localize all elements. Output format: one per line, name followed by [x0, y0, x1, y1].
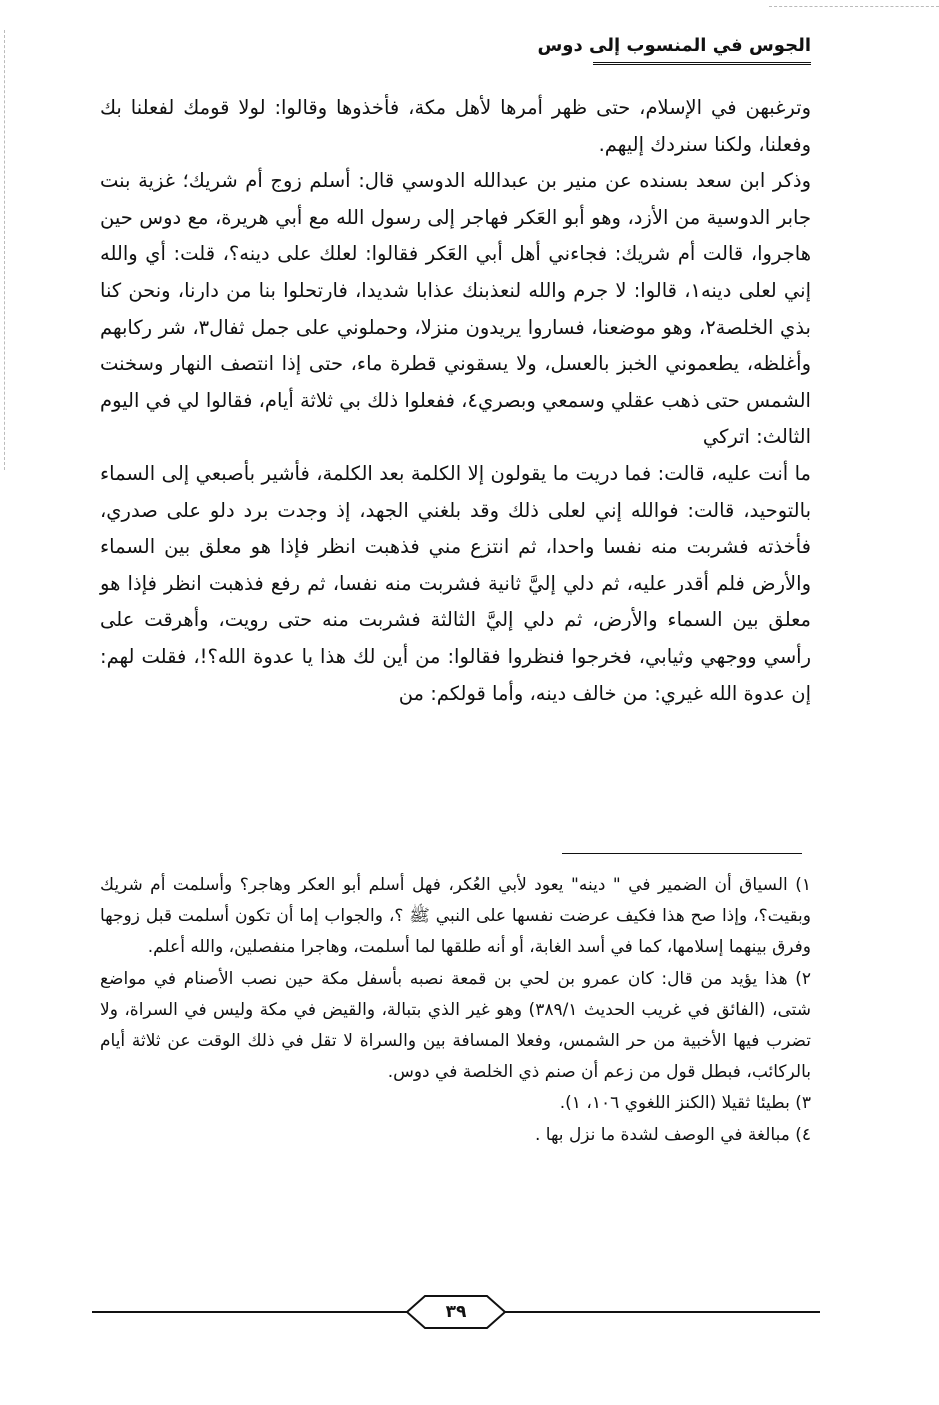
paragraph: ما أنت عليه، قالت: فما دريت ما يقولون إلا الكلمة بعد الكلمة، فأشير بأصبعي إلى السماء بالتوحيد، قالت: فوالله إني لعلى ذلك وقد بلغني الجهد، إذ وجدت برد دلو على صدري، فأخذته فشربت منه نفسا واحدا، ثم انتزع مني فذهبت انظر فإذا هو معلق بين السماء والأرض فلم أقدر عليه، ثم دلي إليَّ ثانية فشربت منه نفسا، ثم رفع فذهبت انظر فإذا هو معلق بين السماء والأرض، ثم دلي إليَّ الثالثة فشربت منه حتى رويت، وأهرقت على رأسي ووجهي وثيابي، فخرجوا فنظروا فقالوا: من أين لك هذا يا عدوة الله؟!، فقلت لهم: إن عدوة الله غيري: من خالف دينه، وأما قولكم: من — [100, 461, 811, 705]
footnote: ٣) بطيئا ثقيلا (الكنز اللغوي ١٠٦، ١). — [559, 1093, 811, 1114]
page-number: ٣٩ — [445, 1302, 467, 1322]
footnote-separator — [562, 853, 802, 854]
scan-edge-mark — [769, 6, 939, 7]
main-text — [100, 90, 811, 712]
running-title: الجوس في المنسوب إلى دوس — [537, 35, 811, 56]
page-footer — [92, 1294, 820, 1334]
footnotes — [100, 870, 811, 1151]
paragraph: وترغبهن في الإسلام، حتى ظهر أمرها لأهل مكة، فأخذوها وقالوا: لولا قومك لفعلنا بك وفعلنا، ولكنا سنردك إليهم. — [100, 96, 811, 156]
scan-margin-mark — [4, 30, 7, 470]
footnote: ٤) مبالغة في الوصف لشدة ما نزل بها . — [534, 1124, 811, 1145]
paragraph: وذكر ابن سعد بسنده عن منير بن عبدالله الدوسي قال: أسلم زوج أم شريك؛ غزية بنت جابر الدوسية من الأزد، وهو أبو العَكر فهاجر إلى رسول الله مع أبي هريرة، مع دوس حين هاجروا، قالت أم شريك: فجاءني أهل أبي العَكر فقالوا: لعلك على دينه؟، قلت: أي والله إني لعلى دينه١، قالوا: لا جرم والله لنعذبنك عذابا شديدا، فارتحلوا بنا من دارنا، ونحن كنا بذي الخلصة٢، وهو موضعنا، فساروا يريدون منزلا، وحملوني على جمل ثفال٣، شر ركابهم وأغلظه، يطعموني الخبز بالعسل، ولا يسقوني قطرة ماء، حتى إذا انتصف النهار وسخنت الشمس حتى ذهب عقلي وسمعي وبصري٤، ففعلوا ذلك بي ثلاثة أيام، فقالوا لي في اليوم الثالث: اتركي — [100, 169, 811, 449]
page-header — [118, 35, 811, 69]
footnote: ٢) هذا يؤيد من قال: كان عمرو بن لحي بن قمعة نصبه بأسفل مكة حين نصب الأصنام في مواضع شتى، (الفائق في غريب الحديث ٣٨٩/١) وهو غير الذي بتبالة، والقيض في مكة وليس في السراة، ولا تضرب فيها الأخبية من حر الشمس، وفعلا المسافة بين والسراة لا تقل في ذلك الوقت عن ثلاثة أيام بالركائب، فبطل قول من زعم أن صنم ذي الخلصة في دوس. — [100, 968, 811, 1083]
footnote: ١) السياق أن الضمير في " دينه" يعود لأبي العُكر، فهل أسلم أبو العكر وهاجر؟ وأسلمت أم شريك وبقيت؟، وإذا صح هذا فكيف عرضت نفسها على النبي ﷺ ؟، والجواب إما أن تكون أسلمت قبل زوجها وفرق بينهما إسلامها، كما في أسد الغابة، أو أنه طلقها لما أسلمت، وهاجرا منفصلين، والله أعلم. — [100, 875, 811, 958]
header-underline — [593, 62, 811, 68]
